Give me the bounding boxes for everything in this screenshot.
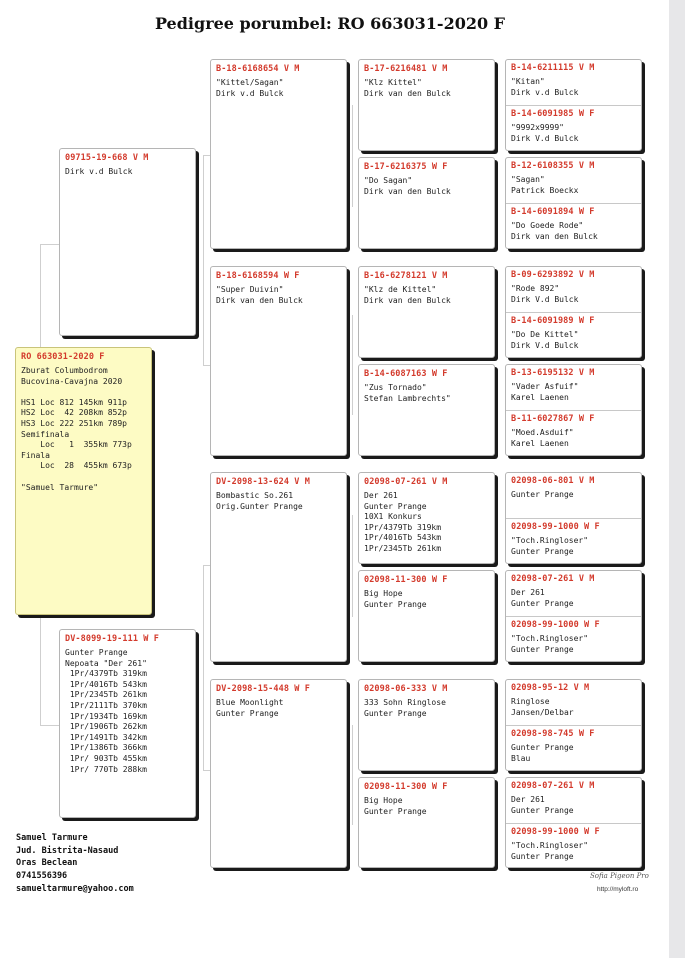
- connector-line: [203, 565, 204, 770]
- ggg-sire[interactable]: [506, 473, 641, 518]
- ggg-details: "Vader Asfuif" Karel Laenen: [511, 382, 579, 402]
- software-logo: Sofia Pigeon Pro: [590, 872, 649, 880]
- great-grandparent-card[interactable]: [358, 157, 495, 249]
- subject-details: Zburat Columbodrom Bucovina-Cavajna 2020 HS1 Loc 812 145km 911p HS2 Loc 42 208km 852p HS3 Loc 222 251km 789p Semifinala Loc 1 355km 773p Finala Loc 28 455km 673p "Samuel Tarmure": [21, 366, 132, 492]
- dam-details: Gunter Prange Nepoata "Der 261" 1Pr/4379Tb 319km 1Pr/4016Tb 543km 1Pr/2345Tb 261km 1Pr/2111Tb 370km 1Pr/1934Tb 169km 1Pr/1906Tb 262km 1Pr/1491Tb 342km 1Pr/1386Tb 366km 1Pr/ 903Tb 455km 1Pr/ 770Tb 288km: [65, 648, 147, 774]
- great-grandparent-card[interactable]: [358, 364, 495, 456]
- ggg-ring: 02098-07-261 V M: [511, 781, 595, 791]
- ggg-details: "Toch.Ringloser" Gunter Prange: [511, 536, 589, 556]
- ggg-sire[interactable]: [506, 158, 641, 203]
- ggg-ring: 02098-99-1000 W F: [511, 827, 600, 837]
- great-grandparent-card[interactable]: [358, 570, 495, 662]
- page-edge: [669, 0, 685, 958]
- great-grandparent-card[interactable]: [358, 679, 495, 771]
- great-grandparent-card[interactable]: [358, 266, 495, 358]
- great-grandparent-card[interactable]: [358, 777, 495, 868]
- great-grandparent-ring: 02098-07-261 V M: [364, 477, 448, 487]
- grandparent-ring: B-18-6168594 W F: [216, 271, 300, 281]
- ggg-details: Ringlose Jansen/Delbar: [511, 697, 574, 717]
- ggg-dam[interactable]: [506, 312, 641, 358]
- great-grandparent-ring: B-17-6216375 W F: [364, 162, 448, 172]
- owner-county: Jud. Bistrita-Nasaud: [16, 845, 119, 856]
- great-grandparent-details: "Zus Tornado" Stefan Lambrechts": [364, 383, 451, 403]
- ggg-sire[interactable]: [506, 267, 641, 312]
- great-grandparent-details: 333 Sohn Ringlose Gunter Prange: [364, 698, 446, 718]
- owner-info: [16, 832, 134, 896]
- ggg-pair-card: [505, 59, 642, 151]
- grandparent-card[interactable]: [210, 59, 347, 249]
- ggg-sire[interactable]: [506, 778, 641, 823]
- dam-ring: DV-8099-19-111 W F: [65, 634, 159, 644]
- ggg-pair-card: [505, 679, 642, 771]
- owner-phone[interactable]: 0741556396: [16, 871, 68, 882]
- ggg-details: "Do De Kittel" Dirk V.d Bulck: [511, 330, 579, 350]
- dam-card[interactable]: [59, 629, 196, 818]
- ggg-details: "Rode 892" Dirk V.d Bulck: [511, 284, 579, 304]
- great-grandparent-ring: 02098-11-300 W F: [364, 782, 448, 792]
- ggg-sire[interactable]: [506, 680, 641, 725]
- great-grandparent-ring: 02098-06-333 V M: [364, 684, 448, 694]
- ggg-pair-card: [505, 266, 642, 358]
- ggg-ring: 02098-06-801 V M: [511, 476, 595, 486]
- great-grandparent-ring: 02098-11-300 W F: [364, 575, 448, 585]
- owner-town: Oras Beclean: [16, 858, 78, 869]
- ggg-details: Der 261 Gunter Prange: [511, 795, 574, 815]
- grandparent-details: "Super Duivin" Dirk van den Bulck: [216, 285, 303, 305]
- grandparent-card[interactable]: [210, 472, 347, 662]
- grandparent-card[interactable]: [210, 679, 347, 868]
- ggg-details: "Kitan" Dirk v.d Bulck: [511, 77, 579, 97]
- ggg-ring: 02098-95-12 V M: [511, 683, 590, 693]
- owner-email[interactable]: samueltarmure@yahoo.com: [16, 883, 134, 894]
- ggg-details: Gunter Prange: [511, 490, 574, 499]
- ggg-ring: B-14-6091894 W F: [511, 207, 595, 217]
- ggg-pair-card: [505, 364, 642, 456]
- ggg-ring: B-14-6091989 W F: [511, 316, 595, 326]
- great-grandparent-ring: B-17-6216481 V M: [364, 64, 448, 74]
- ggg-dam[interactable]: [506, 616, 641, 662]
- great-grandparent-details: Big Hope Gunter Prange: [364, 589, 427, 609]
- page-title: Pedigree porumbel: RO 663031-2020 F: [154, 14, 506, 33]
- ggg-pair-card: [505, 157, 642, 249]
- ggg-dam[interactable]: [506, 105, 641, 151]
- ggg-ring: B-11-6027867 W F: [511, 414, 595, 424]
- ggg-pair-card: [505, 472, 642, 564]
- ggg-ring: B-09-6293892 V M: [511, 270, 595, 280]
- ggg-ring: 02098-99-1000 W F: [511, 620, 600, 630]
- ggg-details: "9992x9999" Dirk V.d Bulck: [511, 123, 579, 143]
- grandparent-ring: DV-2098-15-448 W F: [216, 684, 310, 694]
- great-grandparent-details: Big Hope Gunter Prange: [364, 796, 427, 816]
- subject-ring: RO 663031-2020 F: [21, 352, 105, 362]
- connector-line: [352, 725, 353, 825]
- ggg-dam[interactable]: [506, 410, 641, 456]
- ggg-details: "Toch.Ringloser" Gunter Prange: [511, 634, 589, 654]
- grandparent-card[interactable]: [210, 266, 347, 456]
- ggg-ring: 02098-07-261 V M: [511, 574, 595, 584]
- great-grandparent-details: Der 261 Gunter Prange 10X1 Konkurs 1Pr/4379Tb 319km 1Pr/4016Tb 543km 1Pr/2345Tb 261km: [364, 491, 442, 553]
- sire-card[interactable]: [59, 148, 196, 336]
- grandparent-details: Bombastic So.261 Orig.Gunter Prange: [216, 491, 303, 511]
- ggg-ring: 02098-99-1000 W F: [511, 522, 600, 532]
- ggg-dam[interactable]: [506, 518, 641, 564]
- ggg-dam[interactable]: [506, 725, 641, 771]
- ggg-details: "Sagan" Patrick Boeckx: [511, 175, 579, 195]
- ggg-dam[interactable]: [506, 823, 641, 868]
- connector-line: [203, 155, 204, 365]
- ggg-ring: B-14-6211115 V M: [511, 63, 595, 73]
- sire-ring: 09715-19-668 V M: [65, 153, 149, 163]
- ggg-dam[interactable]: [506, 203, 641, 249]
- ggg-details: "Moed.Asduif" Karel Laenen: [511, 428, 574, 448]
- connector-line: [40, 615, 41, 725]
- ggg-pair-card: [505, 570, 642, 662]
- ggg-details: Der 261 Gunter Prange: [511, 588, 574, 608]
- ggg-details: "Toch.Ringloser" Gunter Prange: [511, 841, 589, 861]
- ggg-details: Gunter Prange Blau: [511, 743, 574, 763]
- ggg-ring: 02098-98-745 W F: [511, 729, 595, 739]
- great-grandparent-details: "Klz de Kittel" Dirk van den Bulck: [364, 285, 451, 305]
- subject-card[interactable]: [15, 347, 152, 615]
- great-grandparent-card[interactable]: [358, 59, 495, 151]
- connector-line: [40, 244, 41, 349]
- ggg-sire[interactable]: [506, 365, 641, 410]
- ggg-ring: B-12-6108355 V M: [511, 161, 595, 171]
- grandparent-ring: B-18-6168654 V M: [216, 64, 300, 74]
- ggg-pair-card: [505, 777, 642, 868]
- sire-details: Dirk v.d Bulck: [65, 167, 133, 176]
- ggg-sire[interactable]: [506, 571, 641, 616]
- connector-line: [352, 515, 353, 617]
- grandparent-details: Blue Moonlight Gunter Prange: [216, 698, 284, 718]
- grandparent-ring: DV-2098-13-624 V M: [216, 477, 310, 487]
- ggg-details: "Do Goede Rode" Dirk van den Bulck: [511, 221, 598, 241]
- owner-name: Samuel Tarmure: [16, 833, 88, 843]
- grandparent-details: "Kittel/Sagan" Dirk v.d Bulck: [216, 78, 284, 98]
- ggg-ring: B-13-6195132 V M: [511, 368, 595, 378]
- connector-line: [352, 105, 353, 207]
- great-grandparent-ring: B-16-6278121 V M: [364, 271, 448, 281]
- footer-url[interactable]: http://myloft.ro: [597, 886, 639, 893]
- great-grandparent-card[interactable]: [358, 472, 495, 564]
- connector-line: [352, 315, 353, 415]
- ggg-sire[interactable]: [506, 60, 641, 105]
- great-grandparent-ring: B-14-6087163 W F: [364, 369, 448, 379]
- great-grandparent-details: "Klz Kittel" Dirk van den Bulck: [364, 78, 451, 98]
- great-grandparent-details: "Do Sagan" Dirk van den Bulck: [364, 176, 451, 196]
- ggg-ring: B-14-6091985 W F: [511, 109, 595, 119]
